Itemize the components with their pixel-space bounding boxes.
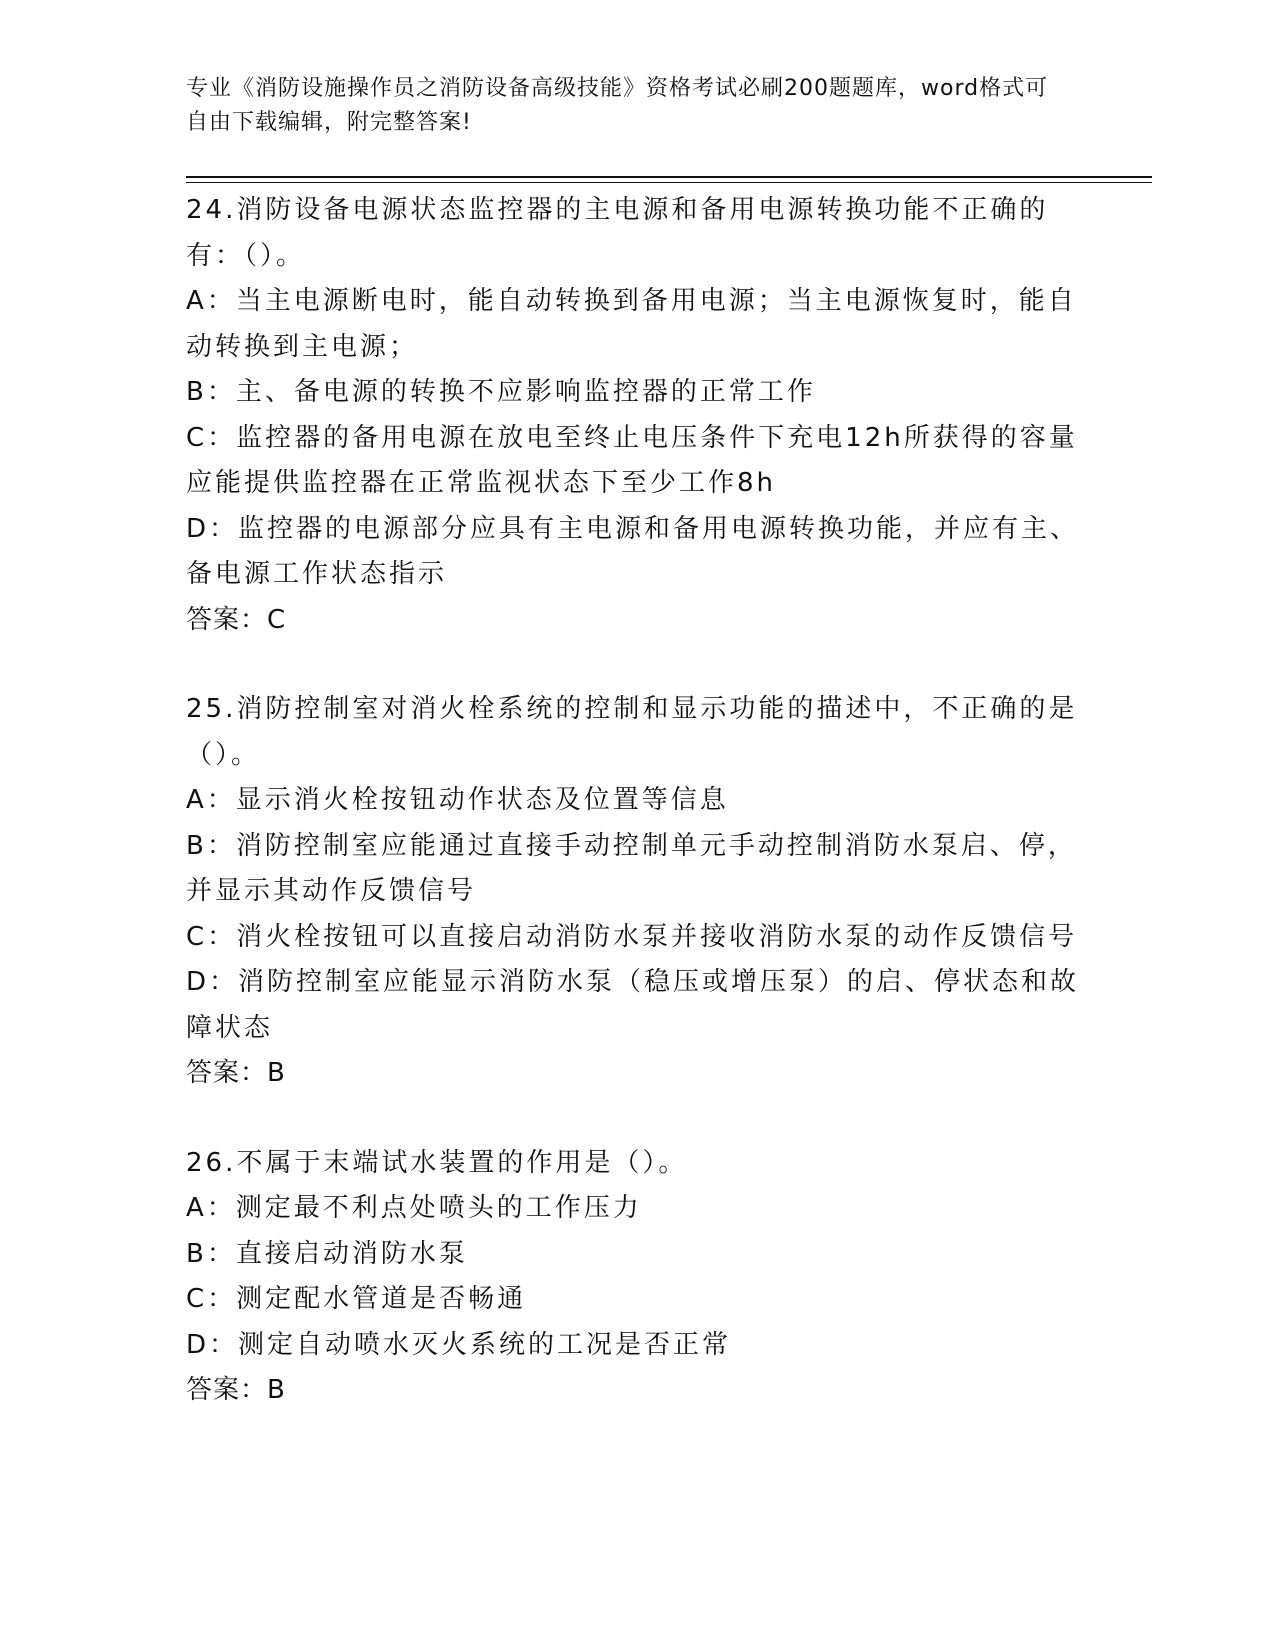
answer-text: 答案：B <box>186 1375 286 1405</box>
option-b: B：主、备电源的转换不应影响监控器的正常工作 <box>186 377 816 407</box>
option-a: A：测定最不利点处喷头的工作压力 <box>186 1193 642 1223</box>
option-a: A：显示消火栓按钮动作状态及位置等信息 <box>186 785 729 815</box>
question-list <box>186 188 1086 1414</box>
option-b: B：消防控制室应能通过直接手动控制单元手动控制消防水泵启、停，并显示其动作反馈信号 <box>186 830 1077 906</box>
document-header: 专业《消防设施操作员之消防设备高级技能》资格考试必刷200题题库，word格式可自由下载编辑，附完整答案! <box>186 76 1049 135</box>
option-c: C：测定配水管道是否畅通 <box>186 1284 527 1314</box>
question-stem: 25.消防控制室对消火栓系统的控制和显示功能的描述中，不正确的是（）。 <box>186 694 1078 770</box>
option-d: D：消防控制室应能显示消防水泵（稳压或增压泵）的启、停状态和故障状态 <box>186 967 1080 1043</box>
option-d: D：监控器的电源部分应具有主电源和备用电源转换功能，并应有主、备电源工作状态指示 <box>186 513 1080 589</box>
question-26 <box>186 1141 1086 1414</box>
option-b: B：直接启动消防水泵 <box>186 1238 468 1269</box>
option-d: D：测定自动喷水灭火系统的工况是否正常 <box>186 1329 732 1360</box>
option-a: A：当主电源断电时，能自动转换到备用电源；当主电源恢复时，能自动转换到主电源； <box>186 286 1077 362</box>
question-stem: 24.消防设备电源状态监控器的主电源和备用电源转换功能不正确的有：（）。 <box>186 195 1049 271</box>
question-stem: 26.不属于末端试水装置的作用是（）。 <box>186 1147 688 1178</box>
header-divider <box>186 176 1152 178</box>
answer-text: 答案：C <box>186 604 287 635</box>
option-c: C：监控器的备用电源在放电至终止电压条件下充电12h所获得的容量应能提供监控器在正常监视状态下至少工作8h <box>186 422 1078 498</box>
answer-text: 答案：B <box>186 1058 286 1088</box>
header-divider-thin <box>186 182 1152 183</box>
option-c: C：消火栓按钮可以直接启动消防水泵并接收消防水泵的动作反馈信号 <box>186 921 1078 952</box>
question-25 <box>186 687 1086 1097</box>
question-24 <box>186 188 1086 643</box>
